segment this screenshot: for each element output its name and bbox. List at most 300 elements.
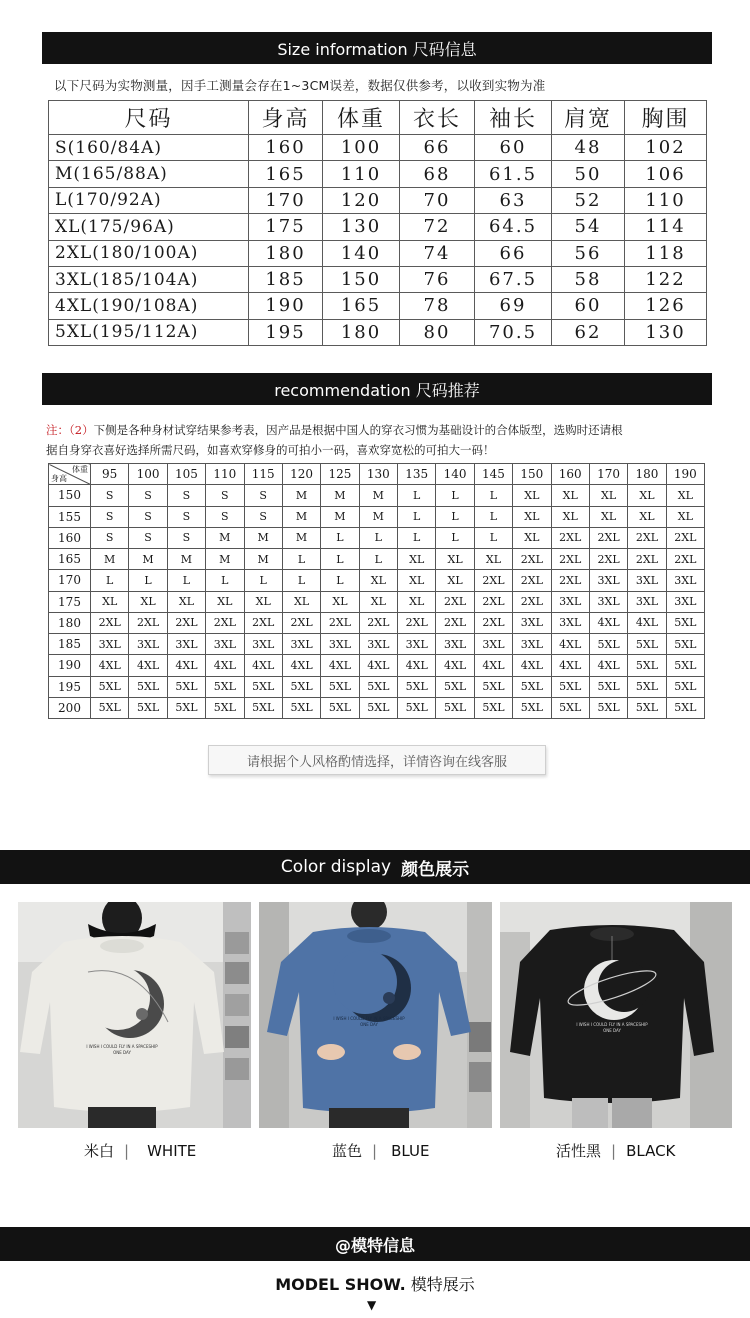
caption-white: [84, 1140, 196, 1161]
recommended-size-cell: 4XL: [436, 655, 474, 676]
size-value-cell: 56: [552, 240, 625, 266]
height-cell: 165: [49, 549, 91, 570]
recommended-size-cell: L: [474, 527, 512, 548]
recommended-size-cell: 3XL: [628, 591, 666, 612]
recommended-size-cell: XL: [551, 485, 589, 506]
weight-header-cell: 170: [589, 464, 627, 485]
size-header-cell: 身高: [249, 101, 323, 135]
recommended-size-cell: 2XL: [666, 527, 704, 548]
size-table-row: [49, 161, 707, 187]
recommended-size-cell: 5XL: [206, 697, 244, 718]
recommended-size-cell: 3XL: [321, 634, 359, 655]
recommended-size-cell: 5XL: [282, 697, 320, 718]
size-label-cell: 5XL(195/112A): [49, 319, 249, 345]
size-label-cell: M(165/88A): [49, 161, 249, 187]
caption-black: [556, 1140, 675, 1161]
recommended-size-cell: L: [167, 570, 205, 591]
recommended-size-cell: 5XL: [551, 676, 589, 697]
recommended-size-cell: XL: [282, 591, 320, 612]
recommended-size-cell: XL: [398, 591, 436, 612]
recommended-size-cell: 3XL: [589, 570, 627, 591]
recommended-size-cell: XL: [551, 506, 589, 527]
recommended-size-cell: XL: [666, 506, 704, 527]
consult-banner: [208, 745, 546, 775]
size-value-cell: 102: [625, 135, 707, 161]
recommended-size-cell: S: [91, 506, 129, 527]
weight-header-cell: 95: [91, 464, 129, 485]
recommended-size-cell: XL: [666, 485, 704, 506]
size-value-cell: 52: [552, 187, 625, 213]
recommendation-table: [48, 463, 705, 719]
recommended-size-cell: 3XL: [551, 612, 589, 633]
caption-black-cn: 活性黑: [556, 1142, 602, 1160]
recommended-size-cell: 4XL: [129, 655, 167, 676]
recommendation-row: [49, 570, 705, 591]
recommended-size-cell: 5XL: [359, 697, 397, 718]
size-value-cell: 68: [400, 161, 475, 187]
size-value-cell: 64.5: [475, 214, 552, 240]
height-cell: 160: [49, 527, 91, 548]
recommended-size-cell: 5XL: [666, 676, 704, 697]
size-info-header: [42, 32, 712, 64]
photo-black-graphic: [500, 902, 732, 1128]
recommended-size-cell: 5XL: [359, 676, 397, 697]
print-text-white-2: ONE DAY: [113, 1050, 131, 1055]
weight-header-cell: 145: [474, 464, 512, 485]
recommended-size-cell: 2XL: [436, 612, 474, 633]
recommended-size-cell: 4XL: [167, 655, 205, 676]
recommended-size-cell: 4XL: [206, 655, 244, 676]
recommendation-note-line-2: 据自身穿衣喜好选择所需尺码，如喜欢穿修身的可拍小一码，喜欢穿宽松的可拍大一码！: [46, 443, 495, 457]
recommendation-header: [42, 373, 712, 405]
size-value-cell: 126: [625, 293, 707, 319]
recommended-size-cell: 5XL: [129, 676, 167, 697]
size-value-cell: 66: [400, 135, 475, 161]
recommended-size-cell: 4XL: [244, 655, 282, 676]
recommended-size-cell: XL: [167, 591, 205, 612]
recommended-size-cell: 2XL: [513, 570, 551, 591]
size-value-cell: 63: [475, 187, 552, 213]
size-value-cell: 185: [249, 266, 323, 292]
caption-blue-separator: |: [372, 1142, 378, 1160]
size-value-cell: 100: [323, 135, 400, 161]
recommended-size-cell: 5XL: [551, 697, 589, 718]
recommended-size-cell: L: [321, 527, 359, 548]
recommended-size-cell: 3XL: [551, 591, 589, 612]
recommended-size-cell: 2XL: [513, 591, 551, 612]
model-show-en: MODEL SHOW.: [275, 1275, 406, 1294]
recommended-size-cell: L: [474, 506, 512, 527]
recommended-size-cell: 5XL: [474, 697, 512, 718]
size-table-header: [49, 101, 707, 135]
size-value-cell: 195: [249, 319, 323, 345]
recommended-size-cell: M: [91, 549, 129, 570]
recommended-size-cell: 2XL: [551, 549, 589, 570]
recommended-size-cell: S: [91, 527, 129, 548]
recommended-size-cell: 3XL: [129, 634, 167, 655]
recommended-size-cell: M: [244, 549, 282, 570]
weight-header-row: [49, 464, 705, 485]
recommendation-row: [49, 591, 705, 612]
recommended-size-cell: 5XL: [666, 612, 704, 633]
recommended-size-cell: S: [129, 485, 167, 506]
recommended-size-cell: XL: [129, 591, 167, 612]
size-header-cell: 衣长: [400, 101, 475, 135]
size-table-row: [49, 319, 707, 345]
size-value-cell: 48: [552, 135, 625, 161]
recommended-size-cell: 2XL: [398, 612, 436, 633]
recommended-size-cell: 2XL: [628, 549, 666, 570]
recommended-size-cell: 2XL: [551, 527, 589, 548]
recommended-size-cell: 3XL: [628, 570, 666, 591]
recommended-size-cell: L: [436, 506, 474, 527]
size-value-cell: 165: [323, 293, 400, 319]
recommended-size-cell: 5XL: [666, 697, 704, 718]
consult-text: 请根据个人风格酌情选择，详情咨询在线客服: [246, 754, 507, 770]
recommended-size-cell: 3XL: [474, 634, 512, 655]
weight-header-cell: 120: [282, 464, 320, 485]
recommendation-row: [49, 676, 705, 697]
corner-height-label: 身高: [51, 474, 67, 484]
recommended-size-cell: XL: [513, 506, 551, 527]
recommended-size-cell: 2XL: [513, 549, 551, 570]
recommended-size-cell: 5XL: [167, 697, 205, 718]
recommended-size-cell: L: [244, 570, 282, 591]
size-table: [48, 100, 707, 346]
recommended-size-cell: 5XL: [398, 697, 436, 718]
size-label-cell: S(160/84A): [49, 135, 249, 161]
print-text-black-1: I WISH I COULD FLY IN A SPACESHIP: [576, 1022, 648, 1027]
recommended-size-cell: L: [398, 506, 436, 527]
size-value-cell: 50: [552, 161, 625, 187]
size-value-cell: 110: [625, 187, 707, 213]
print-text-black-2: ONE DAY: [603, 1028, 621, 1033]
recommended-size-cell: S: [91, 485, 129, 506]
recommended-size-cell: 3XL: [666, 591, 704, 612]
caption-blue-en: BLUE: [391, 1142, 430, 1160]
recommended-size-cell: 5XL: [321, 697, 359, 718]
recommended-size-cell: 2XL: [628, 527, 666, 548]
recommended-size-cell: M: [359, 485, 397, 506]
recommended-size-cell: XL: [321, 591, 359, 612]
recommended-size-cell: XL: [206, 591, 244, 612]
height-cell: 155: [49, 506, 91, 527]
size-value-cell: 114: [625, 214, 707, 240]
size-value-cell: 110: [323, 161, 400, 187]
recommended-size-cell: 5XL: [91, 697, 129, 718]
recommendation-row: [49, 485, 705, 506]
recommended-size-cell: 5XL: [589, 697, 627, 718]
recommended-size-cell: S: [206, 506, 244, 527]
recommended-size-cell: XL: [628, 506, 666, 527]
height-cell: 180: [49, 612, 91, 633]
size-header-cell: 体重: [323, 101, 400, 135]
recommended-size-cell: 2XL: [551, 570, 589, 591]
size-table-row: [49, 135, 707, 161]
recommended-size-cell: L: [436, 485, 474, 506]
note-line-1-text: 下侧是各种身材试穿结果参考表，因产品是根据中国人的穿衣习惯为基础设计的合体版型，选购时还请根: [93, 423, 623, 437]
recommended-size-cell: 5XL: [206, 676, 244, 697]
recommended-size-cell: M: [282, 527, 320, 548]
recommended-size-cell: 2XL: [321, 612, 359, 633]
size-value-cell: 62: [552, 319, 625, 345]
recommended-size-cell: 4XL: [513, 655, 551, 676]
recommended-size-cell: XL: [91, 591, 129, 612]
weight-header-cell: 140: [436, 464, 474, 485]
size-header-cell: 肩宽: [552, 101, 625, 135]
recommended-size-cell: XL: [628, 485, 666, 506]
recommended-size-cell: XL: [398, 549, 436, 570]
recommended-size-cell: 2XL: [666, 549, 704, 570]
recommendation-row: [49, 634, 705, 655]
size-label-cell: L(170/92A): [49, 187, 249, 213]
recommended-size-cell: XL: [244, 591, 282, 612]
recommended-size-cell: L: [359, 549, 397, 570]
recommended-size-cell: 5XL: [436, 676, 474, 697]
size-label-cell: XL(175/96A): [49, 214, 249, 240]
size-value-cell: 67.5: [475, 266, 552, 292]
recommended-size-cell: S: [206, 485, 244, 506]
weight-header-cell: 125: [321, 464, 359, 485]
print-text-white-1: I WISH I COULD FLY IN A SPACESHIP: [86, 1044, 158, 1049]
recommended-size-cell: 4XL: [398, 655, 436, 676]
recommended-size-cell: XL: [359, 570, 397, 591]
weight-header-cell: 135: [398, 464, 436, 485]
caption-white-en: WHITE: [147, 1142, 197, 1160]
caption-black-separator: |: [611, 1142, 617, 1160]
recommendation-row: [49, 612, 705, 633]
weight-header-cell: 105: [167, 464, 205, 485]
recommended-size-cell: 3XL: [436, 634, 474, 655]
size-value-cell: 160: [249, 135, 323, 161]
recommended-size-cell: 4XL: [589, 655, 627, 676]
recommended-size-cell: 4XL: [282, 655, 320, 676]
recommended-size-cell: 2XL: [436, 591, 474, 612]
size-value-cell: 76: [400, 266, 475, 292]
size-value-cell: 130: [323, 214, 400, 240]
recommended-size-cell: L: [282, 549, 320, 570]
recommended-size-cell: S: [167, 485, 205, 506]
caption-white-cn: 米白: [84, 1142, 115, 1160]
photo-black: [500, 902, 732, 1128]
recommended-size-cell: 5XL: [282, 676, 320, 697]
recommended-size-cell: 5XL: [628, 676, 666, 697]
recommended-size-cell: S: [244, 506, 282, 527]
recommended-size-cell: S: [167, 506, 205, 527]
recommended-size-cell: XL: [513, 485, 551, 506]
size-header-cell: 胸围: [625, 101, 707, 135]
recommended-size-cell: 4XL: [474, 655, 512, 676]
recommended-size-cell: 5XL: [513, 676, 551, 697]
recommended-size-cell: L: [91, 570, 129, 591]
recommended-size-cell: 2XL: [589, 549, 627, 570]
recommendation-row: [49, 527, 705, 548]
recommended-size-cell: L: [282, 570, 320, 591]
recommended-size-cell: 5XL: [628, 634, 666, 655]
recommended-size-cell: XL: [513, 527, 551, 548]
weight-header-cell: 150: [513, 464, 551, 485]
recommended-size-cell: L: [129, 570, 167, 591]
weight-header-cell: 100: [129, 464, 167, 485]
recommended-size-cell: 5XL: [398, 676, 436, 697]
height-cell: 195: [49, 676, 91, 697]
recommended-size-cell: 3XL: [398, 634, 436, 655]
size-table-row: [49, 293, 707, 319]
height-weight-corner: [49, 464, 91, 485]
size-value-cell: 74: [400, 240, 475, 266]
model-info-title: @模特信息: [334, 1235, 415, 1255]
recommended-size-cell: 5XL: [589, 634, 627, 655]
weight-header-cell: 130: [359, 464, 397, 485]
size-value-cell: 180: [323, 319, 400, 345]
recommended-size-cell: L: [398, 485, 436, 506]
recommended-size-cell: L: [474, 485, 512, 506]
size-table-row: [49, 187, 707, 213]
recommended-size-cell: 4XL: [551, 634, 589, 655]
size-value-cell: 106: [625, 161, 707, 187]
size-value-cell: 165: [249, 161, 323, 187]
recommended-size-cell: 4XL: [321, 655, 359, 676]
caption-blue-cn: 蓝色: [332, 1142, 363, 1160]
size-value-cell: 150: [323, 266, 400, 292]
size-measure-note: 以下尺码为实物测量，因手工测量会存在1~3CM误差，数据仅供参考，以收到实物为准: [54, 78, 546, 93]
recommended-size-cell: XL: [589, 485, 627, 506]
recommended-size-cell: 5XL: [589, 676, 627, 697]
recommended-size-cell: XL: [436, 549, 474, 570]
recommended-size-cell: XL: [398, 570, 436, 591]
recommended-size-cell: M: [359, 506, 397, 527]
print-text-blue-1: I WISH I COULD FLY IN A SPACESHIP: [333, 1016, 405, 1021]
size-value-cell: 58: [552, 266, 625, 292]
color-display-title-cn: 颜色展示: [401, 859, 470, 880]
recommended-size-cell: 2XL: [359, 612, 397, 633]
recommended-size-cell: 2XL: [206, 612, 244, 633]
photo-white: [18, 902, 251, 1128]
size-label-cell: 4XL(190/108A): [49, 293, 249, 319]
recommended-size-cell: 2XL: [282, 612, 320, 633]
recommended-size-cell: 2XL: [244, 612, 282, 633]
recommended-size-cell: 4XL: [91, 655, 129, 676]
size-value-cell: 70.5: [475, 319, 552, 345]
recommended-size-cell: 5XL: [91, 676, 129, 697]
recommended-size-cell: M: [321, 506, 359, 527]
height-cell: 185: [49, 634, 91, 655]
recommendation-note-line-1: [46, 422, 623, 438]
recommended-size-cell: 2XL: [474, 612, 512, 633]
weight-header-cell: 160: [551, 464, 589, 485]
height-cell: 200: [49, 697, 91, 718]
size-value-cell: 140: [323, 240, 400, 266]
note-prefix: 注：（2）: [46, 423, 94, 437]
recommended-size-cell: 3XL: [666, 570, 704, 591]
weight-header-cell: 115: [244, 464, 282, 485]
photo-white-graphic: [18, 902, 251, 1128]
recommendation-row: [49, 697, 705, 718]
recommended-size-cell: 3XL: [91, 634, 129, 655]
recommended-size-cell: M: [206, 527, 244, 548]
weight-header-cell: 180: [628, 464, 666, 485]
height-cell: 150: [49, 485, 91, 506]
size-value-cell: 120: [323, 187, 400, 213]
recommended-size-cell: 3XL: [359, 634, 397, 655]
size-value-cell: 122: [625, 266, 707, 292]
size-value-cell: 60: [475, 135, 552, 161]
print-text-blue-2: ONE DAY: [360, 1022, 378, 1027]
recommended-size-cell: 5XL: [436, 697, 474, 718]
recommended-size-cell: XL: [589, 506, 627, 527]
size-table-row: [49, 240, 707, 266]
recommended-size-cell: L: [398, 527, 436, 548]
weight-header-cell: 190: [666, 464, 704, 485]
size-label-cell: 2XL(180/100A): [49, 240, 249, 266]
height-cell: 190: [49, 655, 91, 676]
recommended-size-cell: M: [167, 549, 205, 570]
recommended-size-cell: XL: [436, 570, 474, 591]
photo-blue: [259, 902, 492, 1128]
weight-header-cell: 110: [206, 464, 244, 485]
recommended-size-cell: 5XL: [244, 676, 282, 697]
recommended-size-cell: 2XL: [91, 612, 129, 633]
recommendation-title: recommendation 尺码推荐: [274, 380, 480, 400]
recommended-size-cell: 3XL: [589, 591, 627, 612]
recommended-size-cell: 5XL: [666, 634, 704, 655]
recommended-size-cell: 2XL: [474, 570, 512, 591]
recommended-size-cell: S: [129, 527, 167, 548]
recommended-size-cell: M: [244, 527, 282, 548]
down-arrow-icon: ▼: [367, 1298, 377, 1312]
recommended-size-cell: 5XL: [513, 697, 551, 718]
recommended-size-cell: S: [129, 506, 167, 527]
recommended-size-cell: 5XL: [666, 655, 704, 676]
size-value-cell: 175: [249, 214, 323, 240]
caption-blue: [332, 1140, 429, 1161]
recommended-size-cell: 5XL: [628, 697, 666, 718]
recommended-size-cell: 5XL: [474, 676, 512, 697]
color-display-title-en: Color display: [280, 857, 392, 877]
recommended-size-cell: L: [436, 527, 474, 548]
recommended-size-cell: 4XL: [628, 612, 666, 633]
size-value-cell: 78: [400, 293, 475, 319]
recommended-size-cell: 2XL: [167, 612, 205, 633]
recommended-size-cell: M: [129, 549, 167, 570]
recommended-size-cell: XL: [359, 591, 397, 612]
recommended-size-cell: 2XL: [474, 591, 512, 612]
recommended-size-cell: 3XL: [206, 634, 244, 655]
size-value-cell: 60: [552, 293, 625, 319]
size-value-cell: 190: [249, 293, 323, 319]
recommended-size-cell: 5XL: [167, 676, 205, 697]
size-value-cell: 180: [249, 240, 323, 266]
caption-white-separator: |: [124, 1142, 130, 1160]
recommended-size-cell: S: [244, 485, 282, 506]
recommended-size-cell: 4XL: [551, 655, 589, 676]
size-value-cell: 70: [400, 187, 475, 213]
recommended-size-cell: 2XL: [129, 612, 167, 633]
recommended-size-cell: 3XL: [513, 634, 551, 655]
recommendation-row: [49, 506, 705, 527]
size-header-cell: 袖长: [475, 101, 552, 135]
recommended-size-cell: L: [321, 570, 359, 591]
caption-black-en: BLACK: [626, 1142, 676, 1160]
recommended-size-cell: 5XL: [628, 655, 666, 676]
size-value-cell: 54: [552, 214, 625, 240]
model-show-cn: 模特展示: [410, 1275, 475, 1294]
height-cell: 170: [49, 570, 91, 591]
recommended-size-cell: 2XL: [589, 527, 627, 548]
recommended-size-cell: XL: [474, 549, 512, 570]
recommended-size-cell: 3XL: [513, 612, 551, 633]
corner-weight-label: 体重: [72, 465, 88, 474]
